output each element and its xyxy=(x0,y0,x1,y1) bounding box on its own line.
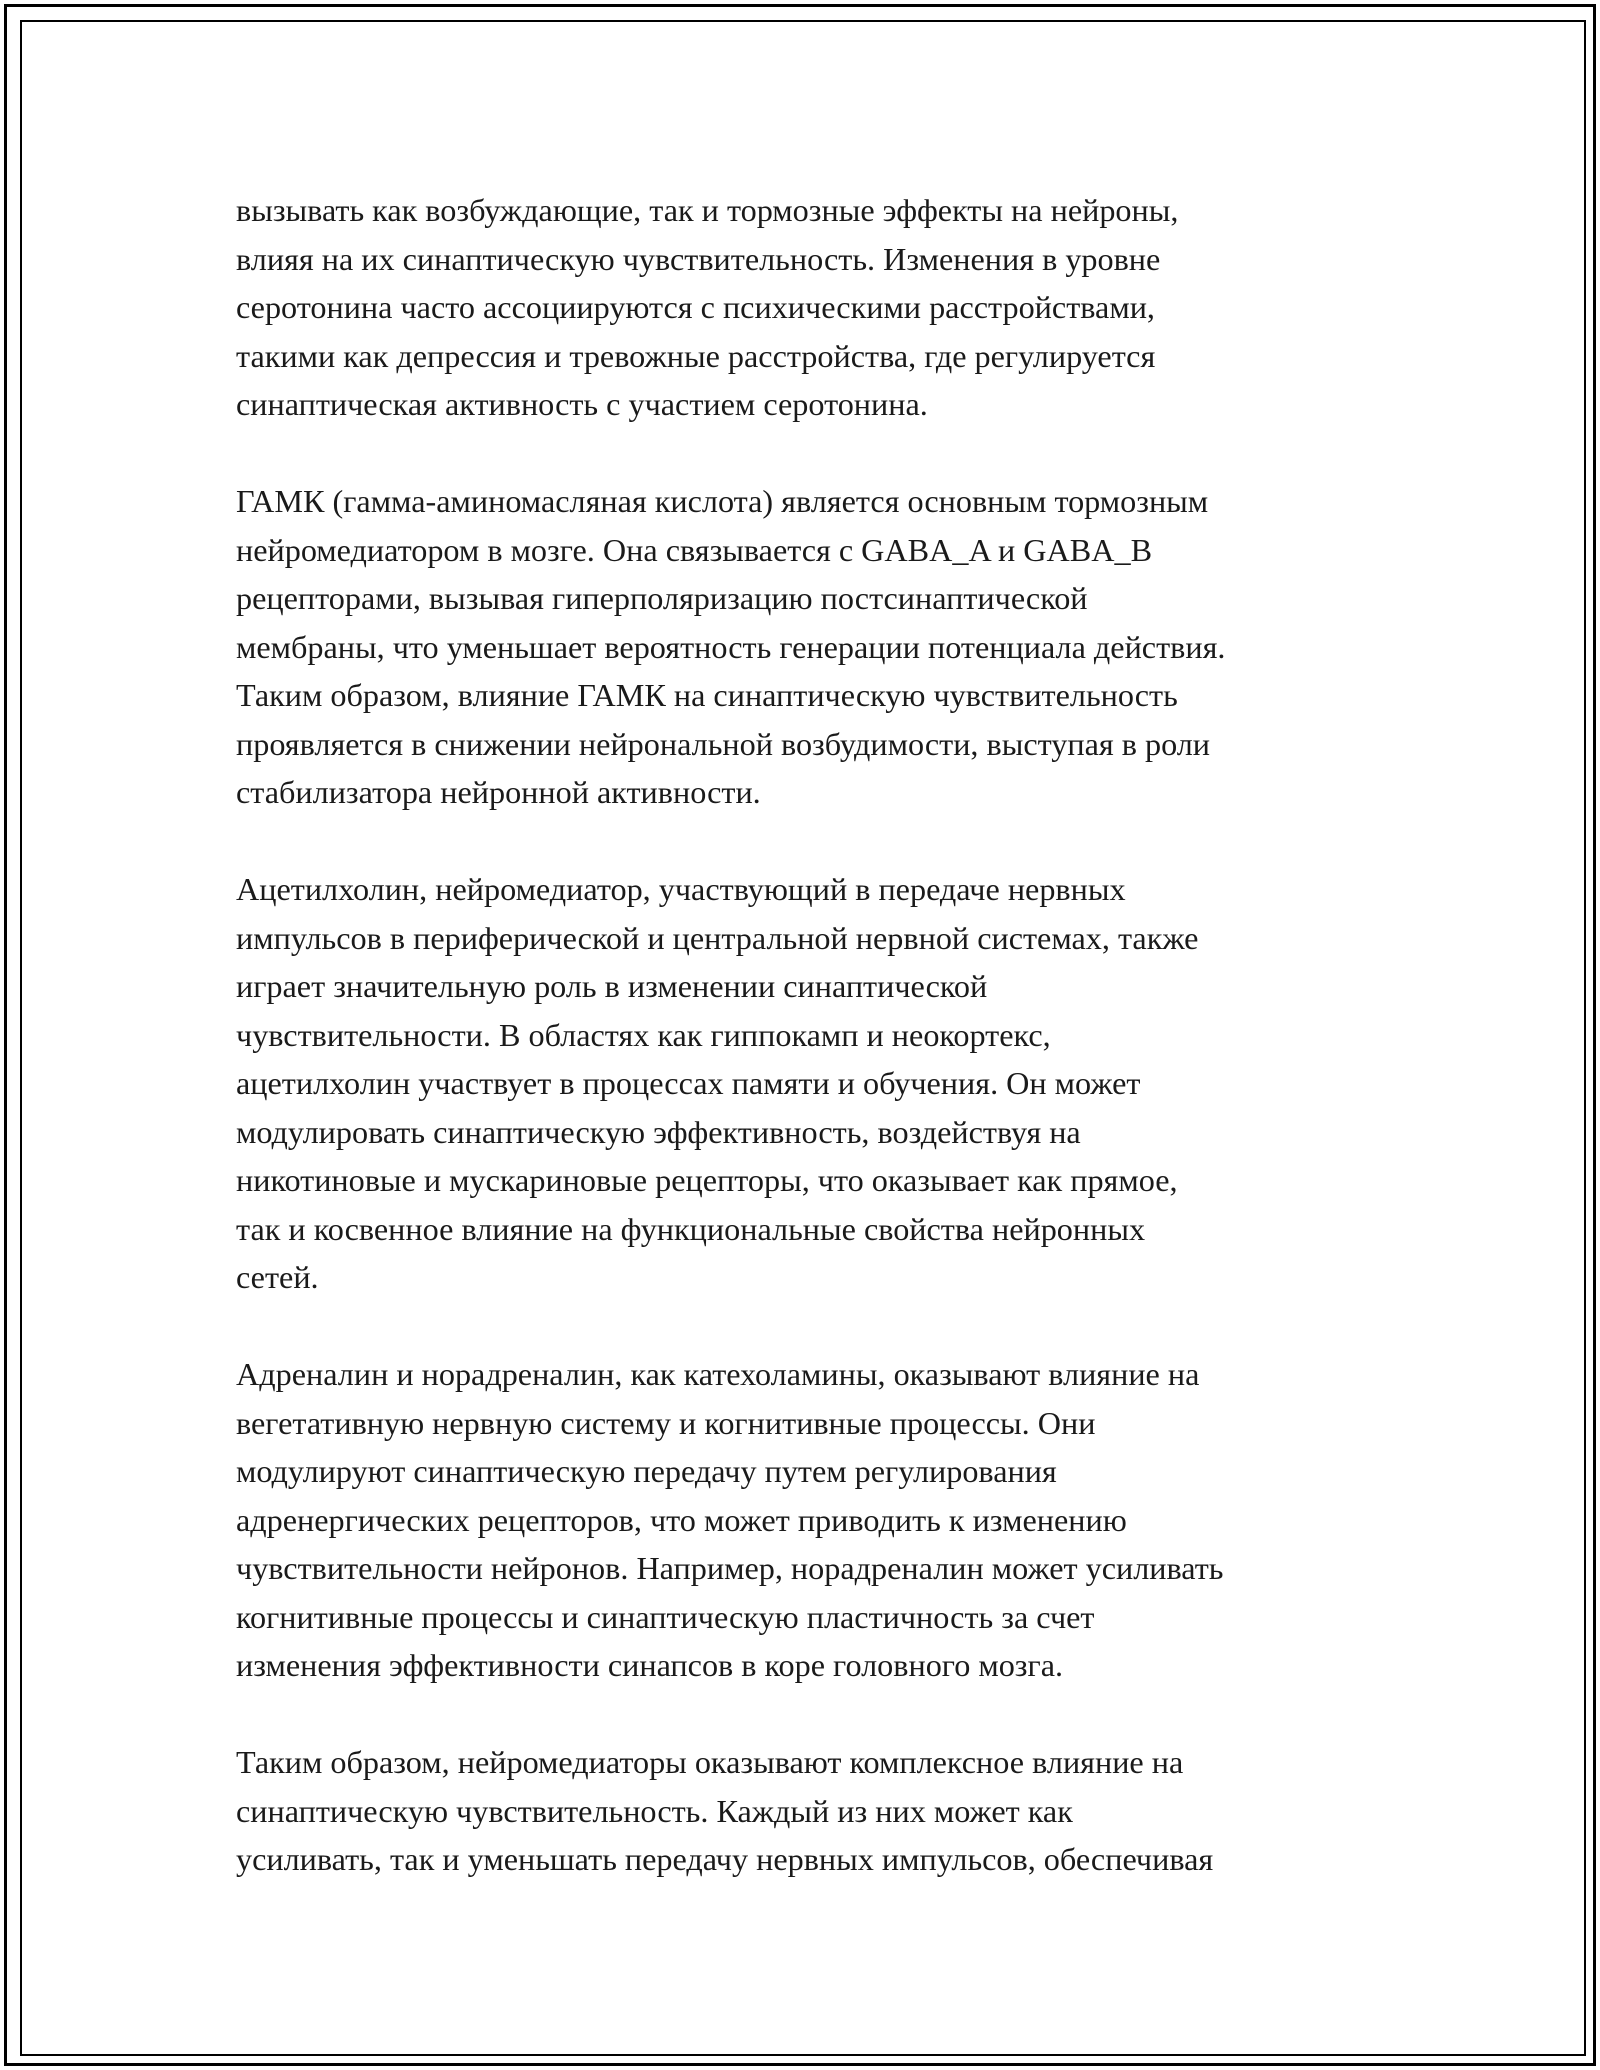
text-line: синаптическую чувствительность. Каждый из них может как xyxy=(236,1792,1073,1829)
text-line: влияя на их синаптическую чувствительность. Изменения в уровне xyxy=(236,240,1161,277)
paragraph-adrenaline xyxy=(236,1350,1366,1690)
text-line: проявляется в снижении нейрональной возбудимости, выступая в роли xyxy=(236,725,1211,762)
text-line: вегетативную нервную систему и когнитивные процессы. Они xyxy=(236,1404,1096,1441)
paragraph-conclusion xyxy=(236,1738,1366,1884)
text-line: вызывать как возбуждающие, так и тормозные эффекты на нейроны, xyxy=(236,192,1179,228)
text-line: усиливать, так и уменьшать передачу нервных импульсов, обеспечивая xyxy=(236,1841,1214,1877)
text-line: никотиновые и мускариновые рецепторы, что оказывает как прямое, xyxy=(236,1162,1178,1198)
text-line: так и косвенное влияние на функциональные свойства нейронных xyxy=(236,1210,1146,1247)
text-line: синаптическая активность с участием серотонина. xyxy=(236,386,928,422)
text-line: такими как депрессия и тревожные расстройства, где регулируется xyxy=(236,337,1156,374)
text-line: ацетилхолин участвует в процессах памяти и обучения. Он может xyxy=(236,1065,1141,1101)
paragraph-serotonin xyxy=(236,186,1366,429)
text-line: Таким образом, влияние ГАМК на синаптическую чувствительность xyxy=(236,677,1178,713)
text-line: Таким образом, нейромедиаторы оказывают комплексное влияние на xyxy=(236,1744,1184,1780)
paragraph-gaba xyxy=(236,477,1366,817)
text-line: импульсов в периферической и центральной нервной системах, также xyxy=(236,919,1199,956)
text-line: рецепторами, вызывая гиперполяризацию постсинаптической xyxy=(236,580,1088,616)
text-line: изменения эффективности синапсов в коре головного мозга. xyxy=(236,1647,1064,1683)
text-line: чувствительности нейронов. Например, норадреналин может усиливать xyxy=(236,1550,1224,1586)
text-line: серотонина часто ассоциируются с психическими расстройствами, xyxy=(236,289,1155,325)
paragraph-acetylcholine xyxy=(236,865,1366,1302)
text-line: стабилизатора нейронной активности. xyxy=(236,774,761,810)
text-line: адренергических рецепторов, что может приводить к изменению xyxy=(236,1501,1127,1538)
text-line: Адреналин и норадреналин, как катехоламины, оказывают влияние на xyxy=(236,1356,1200,1392)
text-line: когнитивные процессы и синаптическую пластичность за счет xyxy=(236,1598,1095,1635)
text-line: играет значительную роль в изменении синаптической xyxy=(236,968,988,1004)
text-line: Ацетилхолин, нейромедиатор, участвующий в передаче нервных xyxy=(236,871,1126,907)
text-line: мембраны, что уменьшает вероятность генерации потенциала действия. xyxy=(236,628,1226,665)
text-line: модулировать синаптическую эффективность, воздействуя на xyxy=(236,1113,1081,1150)
text-line: нейромедиатором в мозге. Она связывается с GABA_A и GABA_B xyxy=(236,531,1153,568)
text-line: чувствительности. В областях как гиппокамп и неокортекс, xyxy=(236,1016,1051,1053)
text-line: сетей. xyxy=(236,1259,319,1295)
text-line: ГАМК (гамма-аминомасляная кислота) является основным тормозным xyxy=(236,483,1209,519)
text-line: модулируют синаптическую передачу путем регулирования xyxy=(236,1453,1057,1489)
document-body xyxy=(236,186,1366,1884)
